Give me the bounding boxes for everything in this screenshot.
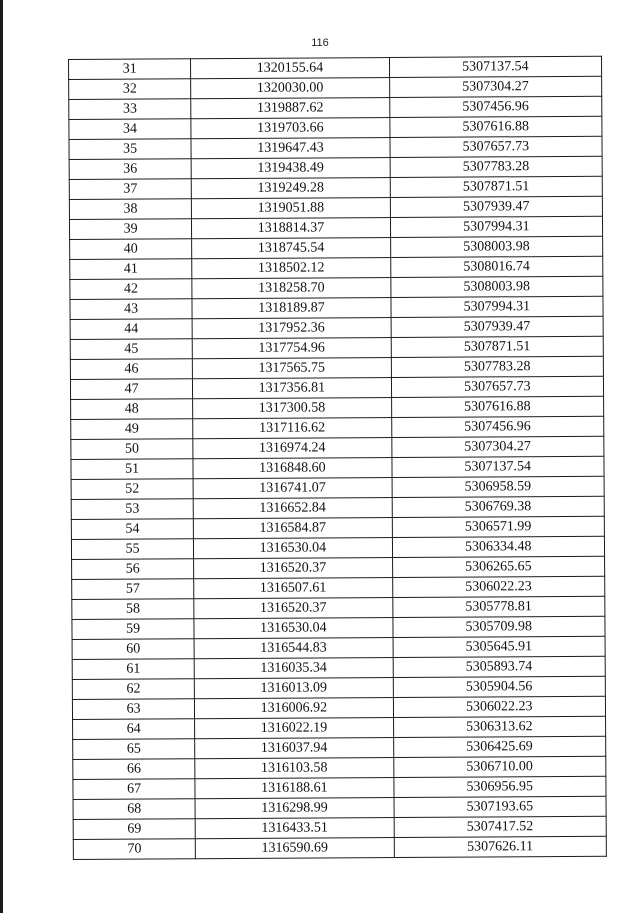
table-row [73, 816, 606, 839]
y-coordinate-cell: 5307939.47 [390, 196, 603, 217]
point-number-cell: 37 [69, 179, 191, 200]
point-number-cell: 40 [70, 239, 192, 260]
point-number-cell: 44 [70, 319, 192, 340]
y-coordinate-cell: 5307939.47 [391, 316, 604, 337]
y-coordinate-cell: 5307994.31 [391, 296, 604, 317]
point-number-cell: 67 [73, 779, 195, 800]
x-coordinate-cell: 1316544.83 [194, 638, 392, 659]
point-number-cell: 45 [70, 339, 192, 360]
table-row [73, 796, 606, 819]
point-number-cell: 38 [69, 199, 191, 220]
x-coordinate-cell: 1320155.64 [191, 58, 389, 79]
x-coordinate-cell: 1316848.60 [193, 458, 391, 479]
table-row [70, 356, 603, 379]
table-row [70, 336, 603, 359]
y-coordinate-cell: 5307616.88 [389, 116, 602, 137]
y-coordinate-cell: 5307783.28 [391, 356, 604, 377]
y-coordinate-cell: 5308003.98 [390, 276, 603, 297]
table-row [69, 76, 602, 99]
point-number-cell: 54 [71, 519, 193, 540]
x-coordinate-cell: 1316013.09 [195, 678, 393, 699]
y-coordinate-cell: 5308003.98 [390, 236, 603, 257]
table-row [71, 456, 604, 479]
point-number-cell: 46 [70, 359, 192, 380]
x-coordinate-cell: 1316022.19 [195, 718, 393, 739]
table-row [71, 436, 604, 459]
y-coordinate-cell: 5307657.73 [390, 136, 603, 157]
y-coordinate-cell: 5307137.54 [389, 56, 602, 77]
y-coordinate-cell: 5307616.88 [391, 396, 604, 417]
y-coordinate-cell: 5307657.73 [391, 376, 604, 397]
point-number-cell: 41 [70, 259, 192, 280]
x-coordinate-cell: 1317754.96 [192, 338, 390, 359]
table-row [72, 676, 605, 699]
x-coordinate-cell: 1318258.70 [192, 278, 390, 299]
y-coordinate-cell: 5305904.56 [393, 676, 606, 697]
point-number-cell: 35 [69, 139, 191, 160]
table-row [73, 836, 606, 859]
point-number-cell: 70 [73, 839, 195, 860]
y-coordinate-cell: 5306313.62 [393, 716, 606, 737]
y-coordinate-cell: 5307783.28 [390, 156, 603, 177]
y-coordinate-cell: 5306265.65 [392, 556, 605, 577]
x-coordinate-cell: 1319249.28 [191, 178, 389, 199]
y-coordinate-cell: 5306958.59 [392, 476, 605, 497]
table-row [69, 96, 602, 119]
point-number-cell: 56 [72, 559, 194, 580]
x-coordinate-cell: 1316741.07 [193, 478, 391, 499]
x-coordinate-cell: 1318502.12 [192, 258, 390, 279]
x-coordinate-cell: 1316530.04 [194, 618, 392, 639]
y-coordinate-cell: 5307137.54 [392, 456, 605, 477]
y-coordinate-cell: 5307417.52 [394, 816, 607, 837]
point-number-cell: 51 [71, 459, 193, 480]
y-coordinate-cell: 5306956.95 [393, 776, 606, 797]
table-row [73, 776, 606, 799]
table-row [71, 476, 604, 499]
x-coordinate-cell: 1317356.81 [193, 378, 391, 399]
y-coordinate-cell: 5307304.27 [391, 436, 604, 457]
table-row [72, 656, 605, 679]
point-number-cell: 66 [73, 759, 195, 780]
point-number-cell: 32 [69, 79, 191, 100]
table-row [71, 496, 604, 519]
table-row [72, 576, 605, 599]
x-coordinate-cell: 1317565.75 [193, 358, 391, 379]
point-number-cell: 50 [71, 439, 193, 460]
point-number-cell: 34 [69, 119, 191, 140]
y-coordinate-cell: 5308016.74 [390, 256, 603, 277]
x-coordinate-cell: 1319703.66 [191, 118, 389, 139]
page-edge-shadow [0, 0, 3, 913]
table-row [70, 256, 603, 279]
y-coordinate-cell: 5305778.81 [392, 596, 605, 617]
point-number-cell: 36 [69, 159, 191, 180]
x-coordinate-cell: 1320030.00 [191, 78, 389, 99]
table-row [69, 176, 602, 199]
x-coordinate-cell: 1316298.99 [195, 798, 393, 819]
x-coordinate-cell: 1319051.88 [192, 198, 390, 219]
y-coordinate-cell: 5307193.65 [394, 796, 607, 817]
page-number: 116 [311, 37, 329, 49]
x-coordinate-cell: 1319438.49 [191, 158, 389, 179]
table-row [72, 556, 605, 579]
point-number-cell: 49 [71, 419, 193, 440]
table-row [69, 116, 602, 139]
table-row [73, 736, 606, 759]
x-coordinate-cell: 1318814.37 [192, 218, 390, 239]
x-coordinate-cell: 1316433.51 [195, 818, 393, 839]
point-number-cell: 64 [73, 719, 195, 740]
point-number-cell: 57 [72, 579, 194, 600]
y-coordinate-cell: 5307456.96 [389, 96, 602, 117]
x-coordinate-cell: 1316590.69 [195, 838, 393, 859]
point-number-cell: 62 [72, 679, 194, 700]
point-number-cell: 52 [71, 479, 193, 500]
table-row [69, 56, 602, 79]
x-coordinate-cell: 1317116.62 [193, 418, 391, 439]
x-coordinate-cell: 1317300.58 [193, 398, 391, 419]
point-number-cell: 42 [70, 279, 192, 300]
point-number-cell: 58 [72, 599, 194, 620]
y-coordinate-cell: 5306710.00 [393, 756, 606, 777]
point-number-cell: 63 [72, 699, 194, 720]
point-number-cell: 47 [70, 379, 192, 400]
x-coordinate-cell: 1316530.04 [194, 538, 392, 559]
x-coordinate-cell: 1316035.34 [194, 658, 392, 679]
table-row [70, 236, 603, 259]
point-number-cell: 69 [73, 819, 195, 840]
table-row [71, 396, 604, 419]
x-coordinate-cell: 1316006.92 [195, 698, 393, 719]
y-coordinate-cell: 5306334.48 [392, 536, 605, 557]
y-coordinate-cell: 5306769.38 [392, 496, 605, 517]
x-coordinate-cell: 1319887.62 [191, 98, 389, 119]
x-coordinate-cell: 1316103.58 [195, 758, 393, 779]
table-row [69, 136, 602, 159]
table-row [69, 216, 602, 239]
y-coordinate-cell: 5306571.99 [392, 516, 605, 537]
y-coordinate-cell: 5307871.51 [390, 176, 603, 197]
point-number-cell: 65 [73, 739, 195, 760]
table-row [71, 516, 604, 539]
table-row [69, 196, 602, 219]
coordinates-table [68, 56, 607, 860]
x-coordinate-cell: 1316507.61 [194, 578, 392, 599]
table-row [72, 616, 605, 639]
table-row [70, 316, 603, 339]
y-coordinate-cell: 5307871.51 [391, 336, 604, 357]
x-coordinate-cell: 1319647.43 [191, 138, 389, 159]
table-row [73, 756, 606, 779]
x-coordinate-cell: 1316188.61 [195, 778, 393, 799]
point-number-cell: 43 [70, 299, 192, 320]
y-coordinate-cell: 5306022.23 [392, 576, 605, 597]
point-number-cell: 39 [69, 219, 191, 240]
x-coordinate-cell: 1316974.24 [193, 438, 391, 459]
table-row [69, 156, 602, 179]
x-coordinate-cell: 1318745.54 [192, 238, 390, 259]
y-coordinate-cell: 5305893.74 [393, 656, 606, 677]
y-coordinate-cell: 5305709.98 [392, 616, 605, 637]
point-number-cell: 48 [71, 399, 193, 420]
point-number-cell: 59 [72, 619, 194, 640]
coordinates-table-body [69, 56, 607, 859]
table-row [70, 296, 603, 319]
table-row [71, 536, 604, 559]
y-coordinate-cell: 5307456.96 [391, 416, 604, 437]
y-coordinate-cell: 5307994.31 [390, 216, 603, 237]
x-coordinate-cell: 1316520.37 [194, 558, 392, 579]
x-coordinate-cell: 1316584.87 [194, 518, 392, 539]
point-number-cell: 33 [69, 99, 191, 120]
point-number-cell: 60 [72, 639, 194, 660]
point-number-cell: 53 [71, 499, 193, 520]
point-number-cell: 68 [73, 799, 195, 820]
table-row [71, 416, 604, 439]
point-number-cell: 31 [69, 59, 191, 80]
table-row [72, 636, 605, 659]
table-row [73, 716, 606, 739]
x-coordinate-cell: 1316037.94 [195, 738, 393, 759]
point-number-cell: 55 [71, 539, 193, 560]
table-row [72, 596, 605, 619]
x-coordinate-cell: 1316652.84 [193, 498, 391, 519]
table-row [72, 696, 605, 719]
point-number-cell: 61 [72, 659, 194, 680]
y-coordinate-cell: 5305645.91 [393, 636, 606, 657]
x-coordinate-cell: 1318189.87 [192, 298, 390, 319]
x-coordinate-cell: 1317952.36 [192, 318, 390, 339]
y-coordinate-cell: 5307626.11 [394, 836, 607, 857]
table-row [70, 376, 603, 399]
x-coordinate-cell: 1316520.37 [194, 598, 392, 619]
y-coordinate-cell: 5307304.27 [389, 76, 602, 97]
table-row [70, 276, 603, 299]
y-coordinate-cell: 5306425.69 [393, 736, 606, 757]
y-coordinate-cell: 5306022.23 [393, 696, 606, 717]
